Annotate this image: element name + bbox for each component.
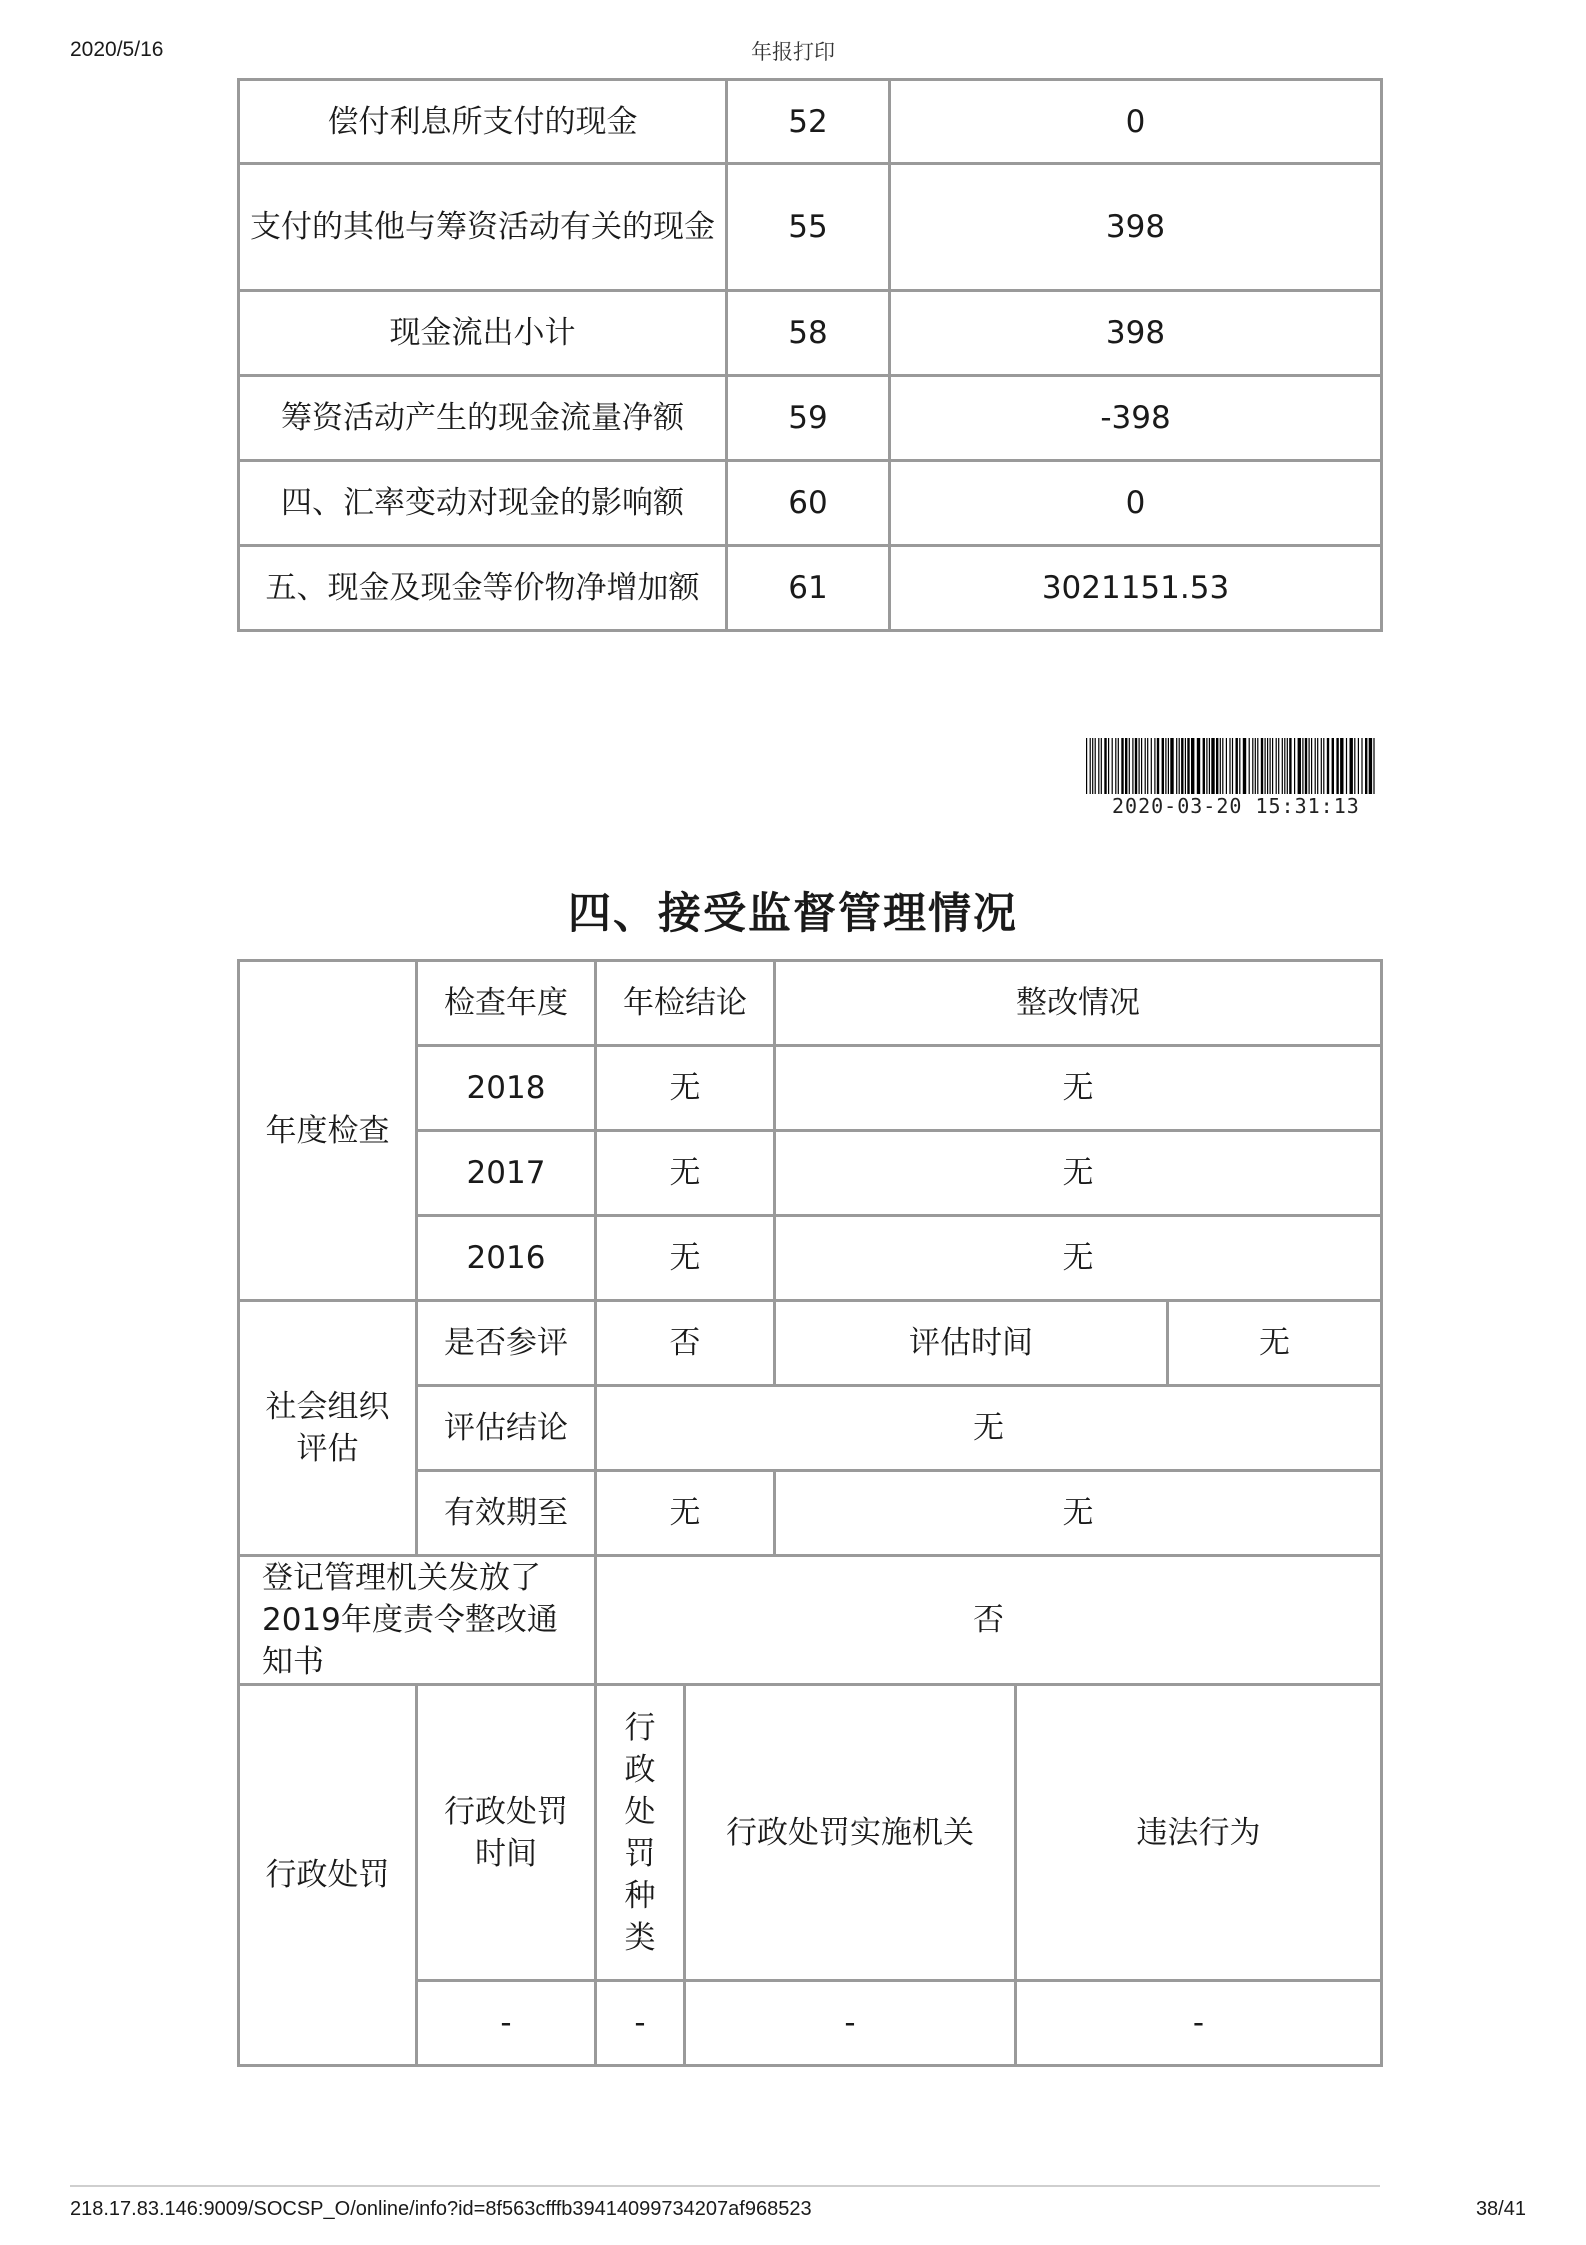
check-year: 2017 xyxy=(417,1131,596,1216)
column-header: 违法行为 xyxy=(1016,1685,1382,1981)
evaluation-result-value: 无 xyxy=(596,1386,1382,1471)
penalty-authority: - xyxy=(685,1981,1016,2066)
table-row xyxy=(239,80,1382,164)
penalty-type-header: 行政处罚种类 xyxy=(624,1709,656,1956)
row-label: 五、现金及现金等价物净增加额 xyxy=(239,546,727,631)
column-header: 年检结论 xyxy=(596,961,775,1046)
row-value: 0 xyxy=(890,80,1382,164)
check-year: 2018 xyxy=(417,1046,596,1131)
row-code: 61 xyxy=(727,546,890,631)
check-rectification: 无 xyxy=(775,1216,1382,1301)
check-conclusion: 无 xyxy=(596,1216,775,1301)
penalty-violation: - xyxy=(1016,1981,1382,2066)
footer-divider xyxy=(70,2185,1380,2187)
table-row xyxy=(239,164,1382,291)
annual-check-label: 年度检查 xyxy=(239,961,417,1301)
evaluation-time-value: 无 xyxy=(1168,1301,1382,1386)
evaluation-label: 社会组织评估 xyxy=(239,1301,417,1556)
table-row xyxy=(239,291,1382,376)
table-row xyxy=(239,546,1382,631)
row-value: -398 xyxy=(890,376,1382,461)
penalty-type: - xyxy=(596,1981,685,2066)
valid-until-label: 有效期至 xyxy=(417,1471,596,1556)
row-code: 52 xyxy=(727,80,890,164)
row-value: 3021151.53 xyxy=(890,546,1382,631)
barcode xyxy=(1086,738,1376,794)
valid-until-value: 无 xyxy=(596,1471,775,1556)
table-row xyxy=(239,1556,1382,1685)
table-row xyxy=(239,1685,1382,1981)
print-title: 年报打印 xyxy=(751,40,835,64)
participated-label: 是否参评 xyxy=(417,1301,596,1386)
table-row xyxy=(239,461,1382,546)
row-label: 筹资活动产生的现金流量净额 xyxy=(239,376,727,461)
row-label: 现金流出小计 xyxy=(239,291,727,376)
row-label: 支付的其他与筹资活动有关的现金 xyxy=(239,164,727,291)
penalty-time: - xyxy=(417,1981,596,2066)
footer-url: 218.17.83.146:9009/SOCSP_O/online/info?id=8f563cfffb39414099734207af968523 xyxy=(70,2198,812,2220)
row-value: 398 xyxy=(890,164,1382,291)
row-code: 60 xyxy=(727,461,890,546)
section-title: 四、接受监督管理情况 xyxy=(568,889,1018,939)
row-value: 0 xyxy=(890,461,1382,546)
page-number: 38/41 xyxy=(1475,2198,1526,2220)
column-header: 行政处罚实施机关 xyxy=(685,1685,1016,1981)
participated-value: 否 xyxy=(596,1301,775,1386)
barcode-timestamp: 2020-03-20 15:31:13 xyxy=(1112,794,1360,818)
notice-value: 否 xyxy=(596,1556,1382,1685)
row-label: 偿付利息所支付的现金 xyxy=(239,80,727,164)
table-row xyxy=(239,1301,1382,1386)
check-rectification: 无 xyxy=(775,1046,1382,1131)
table-row xyxy=(239,376,1382,461)
table-row xyxy=(239,961,1382,1046)
row-code: 55 xyxy=(727,164,890,291)
check-conclusion: 无 xyxy=(596,1046,775,1131)
check-conclusion: 无 xyxy=(596,1131,775,1216)
supervision-table xyxy=(237,959,1383,2067)
evaluation-time-label: 评估时间 xyxy=(775,1301,1168,1386)
evaluation-result-label: 评估结论 xyxy=(417,1386,596,1471)
print-date: 2020/5/16 xyxy=(70,38,164,61)
check-year: 2016 xyxy=(417,1216,596,1301)
row-value: 398 xyxy=(890,291,1382,376)
column-header: 检查年度 xyxy=(417,961,596,1046)
check-rectification: 无 xyxy=(775,1131,1382,1216)
column-header xyxy=(596,1685,685,1981)
row-code: 59 xyxy=(727,376,890,461)
notice-label: 登记管理机关发放了2019年度责令整改通知书 xyxy=(239,1556,596,1685)
valid-until-note: 无 xyxy=(775,1471,1382,1556)
column-header: 行政处罚时间 xyxy=(417,1685,596,1981)
column-header: 整改情况 xyxy=(775,961,1382,1046)
penalty-label: 行政处罚 xyxy=(239,1685,417,2066)
row-label: 四、汇率变动对现金的影响额 xyxy=(239,461,727,546)
row-code: 58 xyxy=(727,291,890,376)
cashflow-table xyxy=(237,78,1383,632)
